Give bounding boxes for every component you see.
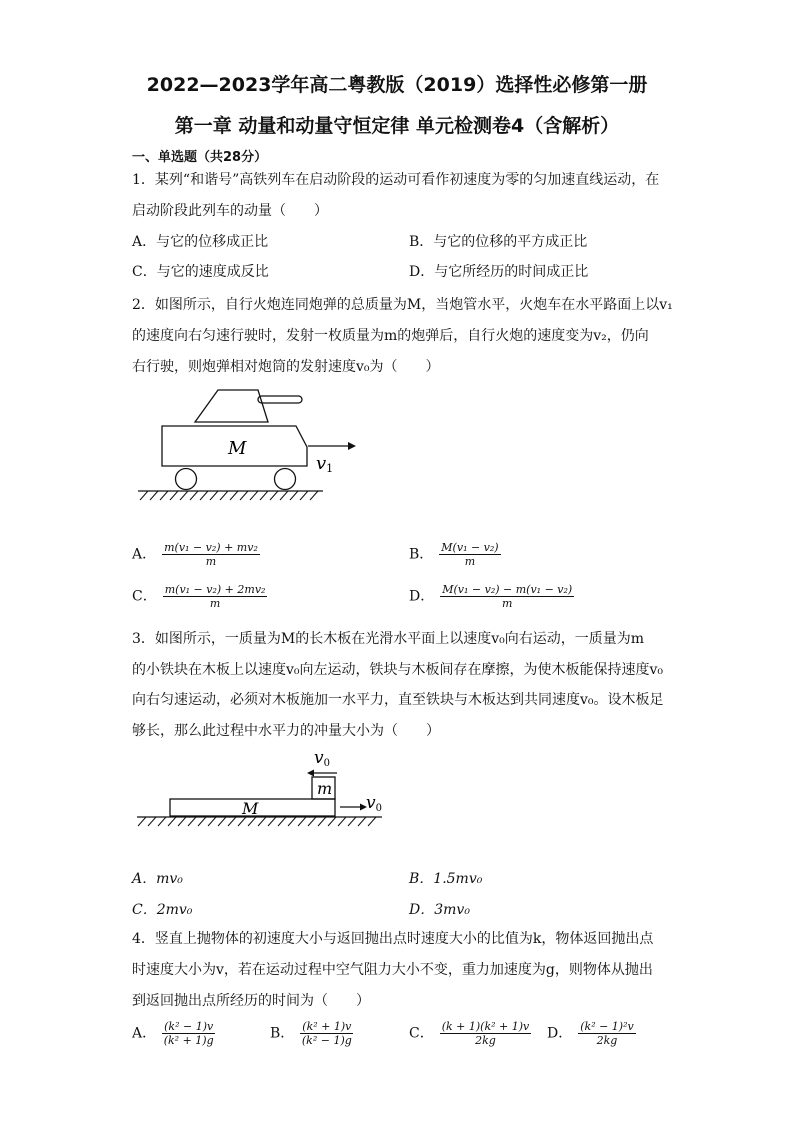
q2-line-2: 的速度向右匀速行驶时，发射一枚质量为m的炮弹后，自行火炮的速度变为v₂，仍向 xyxy=(132,328,649,344)
q4-option-c-den: 2kg xyxy=(475,1034,496,1047)
board-label: M xyxy=(242,799,259,818)
q3-line-2: 的小铁块在木板上以速度v₀向左运动，铁块与木板间存在摩擦，为使木板能保持速度v₀ xyxy=(132,662,664,678)
block-velocity-arrowhead xyxy=(307,770,314,777)
q2-option-d-num: M(v₁ − v₂) − m(v₁ − v₂) xyxy=(442,583,573,596)
q4-line-2: 时速度大小为v，若在运动过程中空气阻力大小不变，重力加速度为g，则物体从抛出 xyxy=(132,962,653,978)
q2-option-c-label: C． xyxy=(132,588,157,605)
q2-option-a-den: m xyxy=(205,555,217,568)
q4-option-b xyxy=(270,1020,353,1047)
q3-option-c: C．2mv₀ xyxy=(132,902,193,918)
q2-option-b-label: B． xyxy=(409,546,434,563)
q2-option-a-num: m(v₁ − v₂) + mv₂ xyxy=(164,541,258,554)
velocity-arrowhead xyxy=(348,442,356,450)
q4-line-3: 到返回抛出点所经历的时间为（ ） xyxy=(132,993,370,1009)
q3-line-3: 向右匀速运动，必须对木板施加一水平力，直至铁块与木板达到共同速度v₀。设木板足 xyxy=(132,692,664,708)
q2-line-1: 2．如图所示，自行火炮连同炮弹的总质量为M，当炮管水平，火炮车在水平路面上以v₁ xyxy=(132,297,673,313)
q3-option-a: A．mv₀ xyxy=(132,871,183,887)
q3-option-b: B．1.5mv₀ xyxy=(409,871,483,887)
q4-option-c xyxy=(409,1020,531,1047)
q1-option-b: B．与它的位移的平方成正比 xyxy=(409,234,588,250)
q2-option-b xyxy=(409,541,501,568)
q3-ground-hatching xyxy=(138,817,376,826)
q4-option-b-num: (k² + 1)v xyxy=(302,1020,352,1033)
q3-option-d: D．3mv₀ xyxy=(409,902,470,918)
q2-option-a-label: A． xyxy=(132,546,157,563)
q4-option-a-label: A． xyxy=(132,1025,157,1042)
wheel-right xyxy=(275,469,296,490)
doc-title-line1: 2022—2023学年高二粤教版（2019）选择性必修第一册 xyxy=(146,74,648,96)
q1-option-c: C．与它的速度成反比 xyxy=(132,264,269,280)
q3-line-4: 够长，那么此过程中水平力的冲量大小为（ ） xyxy=(132,723,440,739)
q2-option-b-den: m xyxy=(464,555,476,568)
q2-option-d-label: D． xyxy=(409,588,435,605)
q4-line-1: 4．竖直上抛物体的初速度大小与返回抛出点时速度大小的比值为k，物体返回抛出点 xyxy=(132,931,654,947)
q4-option-a xyxy=(132,1020,215,1047)
q2-option-a xyxy=(132,541,260,568)
ground-hatching xyxy=(140,491,318,500)
q2-line-3: 右行驶，则炮弹相对炮筒的发射速度v₀为（ ） xyxy=(132,359,440,375)
wheel-left xyxy=(176,469,197,490)
mass-label: M xyxy=(228,438,247,459)
q2-option-b-num: M(v₁ − v₂) xyxy=(441,541,499,554)
q1-option-a: A．与它的位移成正比 xyxy=(132,234,269,250)
q2-option-d-den: m xyxy=(502,597,513,610)
q1-option-d: D．与它所经历的时间成正比 xyxy=(409,264,589,280)
q4-option-a-den: (k² + 1)g xyxy=(163,1034,214,1047)
block-label: m xyxy=(317,779,333,798)
q4-option-d-den: 2kg xyxy=(596,1034,618,1047)
board-velocity-label: v0 xyxy=(366,793,382,814)
q2-option-c-den: m xyxy=(209,597,221,610)
barrel-shape xyxy=(258,396,302,403)
q3-board-figure xyxy=(132,740,392,832)
q4-option-d xyxy=(547,1020,636,1047)
q1-line-2: 启动阶段此列车的动量（ ） xyxy=(132,203,328,219)
q1-line-1: 1．某列“和谐号”高铁列车在启动阶段的运动可看作初速度为零的匀加速直线运动，在 xyxy=(132,172,660,188)
doc-title-line2: 第一章 动量和动量守恒定律 单元检测卷4（含解析） xyxy=(174,115,620,137)
q4-option-b-den: (k² − 1)g xyxy=(301,1034,352,1047)
q4-option-b-label: B． xyxy=(270,1025,295,1042)
q2-option-c-num: m(v₁ − v₂) + 2mv₂ xyxy=(164,583,266,596)
q4-option-c-label: C． xyxy=(409,1025,434,1042)
q4-option-d-label: D． xyxy=(547,1025,573,1042)
section-heading: 一、单选题（共28分） xyxy=(132,150,268,165)
q4-option-c-num: (k + 1)(k² + 1)v xyxy=(441,1020,530,1033)
q3-line-1: 3．如图所示，一质量为M的长木板在光滑水平面上以速度v₀向右运动，一质量为m xyxy=(132,631,645,647)
block-velocity-label: v0 xyxy=(314,748,330,769)
turret-shape xyxy=(195,390,268,422)
q2-option-c xyxy=(132,583,267,610)
q4-option-a-num: (k² − 1)v xyxy=(164,1020,214,1033)
q2-artillery-figure xyxy=(130,382,360,507)
q2-option-d xyxy=(409,583,574,610)
velocity-label: v1 xyxy=(316,453,334,475)
q4-option-d-num: (k² − 1)²v xyxy=(580,1020,634,1033)
